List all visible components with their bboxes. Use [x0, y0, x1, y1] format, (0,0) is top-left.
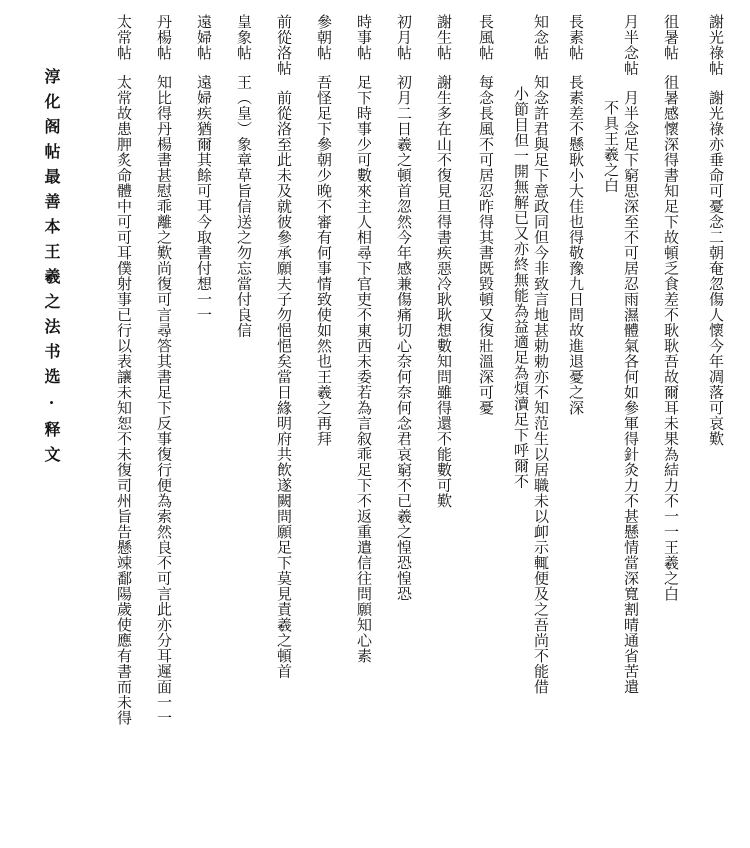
letter-title: 太常帖	[115, 14, 133, 61]
letter-column	[153, 14, 175, 726]
letter-text: 徂暑感懷深得書知足下故頓乏食差不耿耿吾故爾耳未果為結力不一一王羲之白	[662, 74, 680, 602]
letter-title: 謝光祿帖	[707, 14, 725, 76]
letter-text: 足下時事少可數來主人相尋下官吏不東西未委若為言叙乖足下不返重遣信往問願知心素	[355, 74, 373, 664]
letter-text: 每念長風不可居忍昨得其書既毀頓又復壯溫深可憂	[477, 74, 495, 416]
letter-column	[193, 14, 215, 323]
letter-text: 知比得丹楊書甚慰乖離之歎尚復可言尋答其書足下反事復行便為索然良不可言此亦分耳遲面一一	[155, 74, 173, 726]
letter-title: 參朝帖	[315, 14, 333, 61]
letter-text: 太常故患胛炙命體中可可耳僕射事已行以表讓未知恕不未復司州旨告懸竦鄱陽歲使應有書而未得	[115, 74, 133, 726]
letter-column	[660, 14, 682, 602]
letter-title: 丹楊帖	[155, 14, 173, 61]
letter-continuation: 小節目但一開無解已又亦終無能為益適足為煩瀆足下呼爾不	[512, 86, 530, 489]
letter-text: 遠婦疾猶爾其餘可耳今取書付想一一	[195, 74, 213, 323]
letter-column	[565, 14, 587, 416]
letter-continuation: 不具王羲之白	[602, 100, 620, 193]
letter-title: 時事帖	[355, 14, 373, 61]
letter-text: 謝生多在山不復見旦得書疾惡冷耿耿想數知問雖得還不能數可歎	[435, 74, 453, 509]
letter-title: 月半念帖	[622, 14, 640, 76]
letter-title: 知念帖	[532, 14, 550, 61]
letter-text: 謝光祿亦垂命可憂念二朝奄忽傷人懷今年凋落可哀歎	[707, 90, 725, 447]
side-running-title: 淳化阁帖最善本王羲之法书选·释文	[42, 68, 61, 471]
letter-title: 謝生帖	[435, 14, 453, 61]
letter-text: 王（皇）象章草旨信送之勿忘當付良信	[235, 74, 253, 338]
letter-column	[273, 14, 295, 679]
letter-title: 皇象帖	[235, 14, 253, 61]
letter-column	[620, 14, 642, 695]
letter-column	[393, 14, 415, 602]
letter-column	[530, 14, 552, 695]
letter-text: 初月二日羲之頓首忽然今年感兼傷痛切心奈何奈何念君哀窮不已羲之惶恐惶恐	[395, 74, 413, 602]
letter-column	[313, 14, 335, 447]
letter-text: 長素差不懸耿小大佳也得敬豫九日問故進退憂之深	[567, 74, 585, 416]
letter-text: 吾怪足下參朝少晚不審有何事情致使如然也王羲之再拜	[315, 74, 333, 447]
letter-title: 初月帖	[395, 14, 413, 61]
letter-column	[705, 14, 727, 447]
letter-title: 遠婦帖	[195, 14, 213, 61]
letter-text: 知念許君與足下意政同但今非致言地甚勅勅亦不知范生以居職未以卹示輒便及之吾尚不能借	[532, 74, 550, 695]
letter-column	[475, 14, 497, 416]
letter-column	[433, 14, 455, 509]
letter-column	[353, 14, 375, 664]
letter-column	[113, 14, 135, 726]
letter-title: 徂暑帖	[662, 14, 680, 61]
letter-column	[233, 14, 255, 338]
letter-title: 長素帖	[567, 14, 585, 61]
letter-title: 長風帖	[477, 14, 495, 61]
letter-title: 前從洛帖	[275, 14, 293, 76]
letter-text: 月半念足下窮思深至不可居忍雨濕體氣各何如參軍得針灸力不甚懸情當深寬割晴通省苦遣	[622, 90, 640, 695]
letter-text: 前從洛至此未及就彼參承願夫子勿悒悒矣當日緣明府共飲遂闕問願足下莫見責羲之頓首	[275, 90, 293, 679]
